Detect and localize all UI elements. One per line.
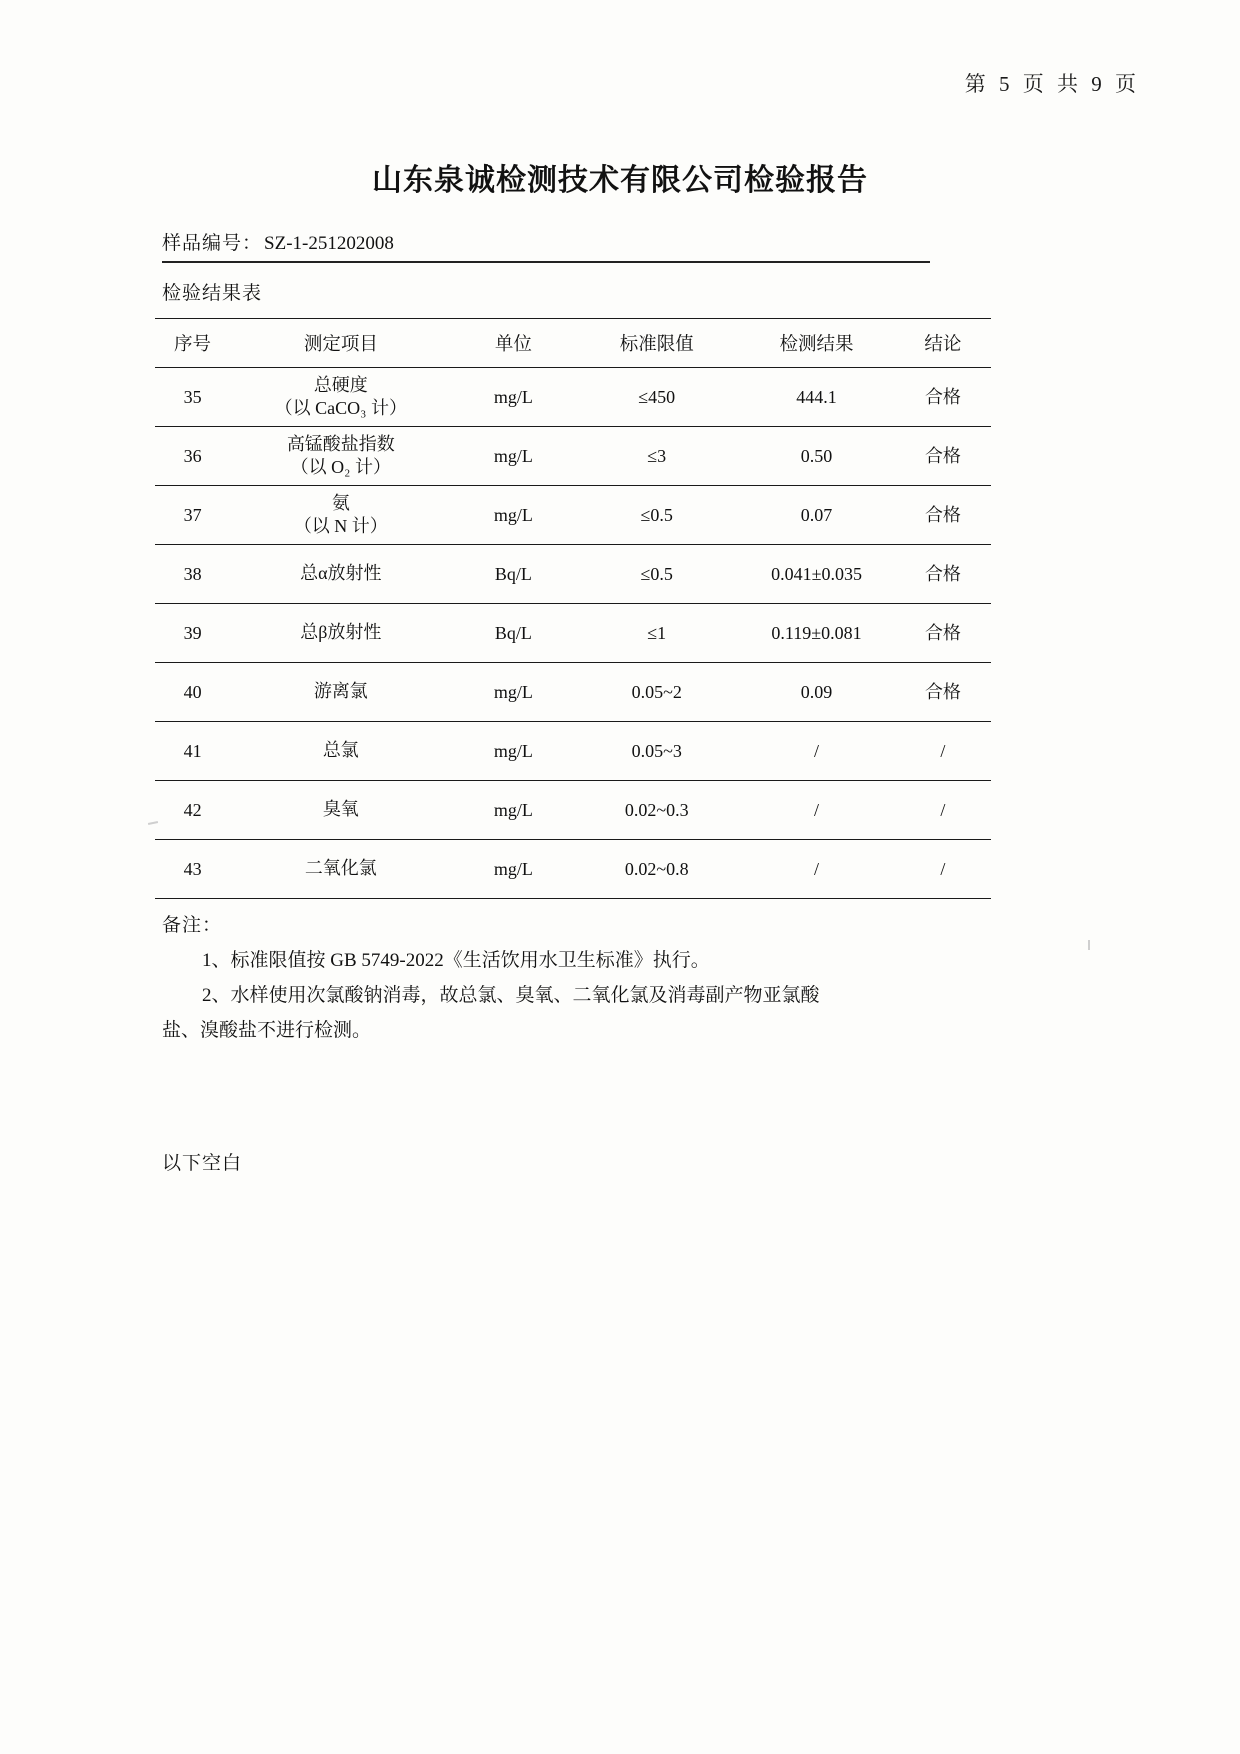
page-indicator: 第 5 页 共 9 页	[964, 72, 1140, 96]
cell-item	[230, 486, 451, 545]
table-header-row	[155, 319, 991, 368]
cell-limit: ≤3	[647, 445, 667, 466]
cell-no: 36	[183, 445, 202, 466]
column-header-unit: 单位	[452, 319, 576, 368]
cell-unit: Bq/L	[494, 563, 532, 584]
cell-conclusion: /	[940, 799, 946, 820]
cell-limit: 0.05~2	[631, 681, 682, 702]
sample-number-line	[162, 228, 930, 263]
column-header-no: 序号	[155, 319, 230, 368]
cell-no: 40	[183, 681, 202, 702]
note-item-2: 2、水样使用次氯酸钠消毒，故总氯、臭氧、二氧化氯及消毒副产物亚氯酸	[202, 985, 820, 1007]
cell-unit: mg/L	[493, 386, 533, 407]
cell-unit: mg/L	[493, 681, 533, 702]
table-header	[155, 319, 991, 368]
cell-conclusion: 合格	[924, 445, 961, 466]
table-row	[155, 722, 991, 781]
table-row	[155, 368, 991, 427]
table-row	[155, 781, 991, 840]
cell-no: 38	[183, 563, 202, 584]
column-header-limit: 标准限值	[575, 319, 738, 368]
cell-result: /	[814, 740, 820, 761]
cell-conclusion: 合格	[924, 622, 961, 643]
column-header-item: 测定项目	[230, 319, 451, 368]
cell-item-line1: 高锰酸盐指数	[286, 433, 395, 454]
table-row	[155, 545, 991, 604]
results-table	[155, 318, 991, 899]
cell-limit: ≤1	[647, 622, 667, 643]
sample-number-label: 样品编号：	[162, 233, 263, 254]
sample-number-value: SZ-1-251202008	[264, 233, 394, 254]
page-title: 山东泉诚检测技术有限公司检验报告	[372, 163, 868, 198]
cell-unit: mg/L	[493, 858, 533, 879]
cell-no: 39	[183, 622, 202, 643]
cell-result: 0.041±0.035	[771, 563, 862, 584]
cell-unit: mg/L	[493, 445, 533, 466]
cell-result: 0.09	[800, 681, 833, 702]
cell-conclusion: 合格	[924, 386, 961, 407]
column-header-result: 检测结果	[738, 319, 895, 368]
column-header-conclusion: 结论	[895, 319, 991, 368]
cell-no: 43	[183, 858, 202, 879]
cell-unit: mg/L	[493, 740, 533, 761]
cell-result: /	[814, 799, 820, 820]
cell-item-line2: （以 N 计）	[293, 516, 388, 536]
cell-item-line1: 氨	[331, 492, 350, 513]
cell-unit: mg/L	[493, 799, 533, 820]
results-table-caption: 检验结果表	[162, 283, 263, 304]
cell-result: 0.07	[800, 504, 833, 525]
cell-no: 42	[183, 799, 202, 820]
cell-unit: Bq/L	[494, 622, 532, 643]
cell-conclusion: 合格	[924, 681, 961, 702]
scan-artifact	[1088, 940, 1090, 950]
cell-item-line2: （以 O₂ 计）	[290, 457, 391, 477]
cell-conclusion: 合格	[924, 563, 961, 584]
cell-result: 444.1	[796, 386, 837, 407]
cell-item: 总氯	[322, 740, 359, 761]
notes-section	[162, 908, 962, 1049]
cell-item: 二氧化氯	[304, 858, 377, 879]
cell-limit: ≤450	[638, 386, 676, 407]
cell-item	[230, 368, 451, 427]
table-row	[155, 604, 991, 663]
note-item-2-continued: 盐、溴酸盐不进行检测。	[162, 1020, 372, 1042]
cell-item: 总α放射性	[300, 563, 382, 584]
notes-title: 备注：	[162, 915, 223, 936]
table-row	[155, 427, 991, 486]
cell-limit: 0.05~3	[631, 740, 682, 761]
cell-result: /	[814, 858, 820, 879]
cell-conclusion: /	[940, 858, 946, 879]
cell-item: 臭氧	[322, 799, 359, 820]
cell-limit: ≤0.5	[640, 504, 673, 525]
cell-item-line2: （以 CaCO₃ 计）	[274, 398, 407, 418]
cell-limit: 0.02~0.3	[624, 799, 689, 820]
cell-item: 总β放射性	[300, 622, 382, 643]
table-row	[155, 486, 991, 545]
cell-no: 41	[183, 740, 202, 761]
cell-conclusion: /	[940, 740, 946, 761]
cell-result: 0.119±0.081	[771, 622, 862, 643]
cell-conclusion: 合格	[924, 504, 961, 525]
cell-no: 37	[183, 504, 202, 525]
table-row	[155, 663, 991, 722]
table-body	[155, 368, 991, 899]
cell-unit: mg/L	[493, 504, 533, 525]
cell-item: 游离氯	[313, 681, 368, 702]
cell-item-line1: 总硬度	[313, 374, 368, 395]
table-row	[155, 840, 991, 899]
cell-limit: 0.02~0.8	[624, 858, 689, 879]
cell-limit: ≤0.5	[640, 563, 673, 584]
note-item-1: 1、标准限值按 GB 5749-2022《生活饮用水卫生标准》执行。	[202, 950, 710, 972]
cell-no: 35	[183, 386, 202, 407]
cell-result: 0.50	[800, 445, 833, 466]
blank-below-note: 以下空白	[162, 1153, 243, 1174]
cell-item	[230, 427, 451, 486]
